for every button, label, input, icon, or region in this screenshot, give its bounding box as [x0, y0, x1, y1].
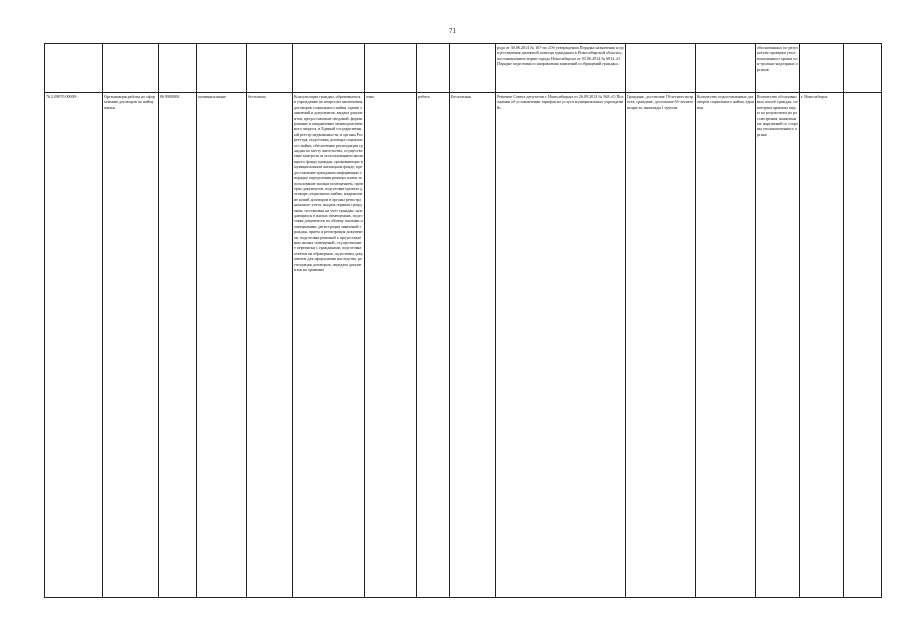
table-cell: Граждане, достигшие 18-летнего возраста, граждане, достигшие 65-летнего возраста, инвалиды I группы: [626, 93, 696, 598]
table-cell: Количество подготовленных договоров социального найма, единица: [696, 93, 756, 598]
table-cell: 76.2.09070.00000-: [45, 93, 103, 598]
table-cell: Бесплатная: [450, 93, 496, 598]
table-cell: [417, 44, 450, 93]
table-cell: Количество обоснованных жалоб граждан, по которым приняты меры по результатам их рассмотрения, выявленных нарушений со стороны уполномоченного органа: [756, 93, 800, 598]
table-cell: [800, 44, 844, 93]
table-cell: [844, 93, 882, 598]
table-cell: [844, 44, 882, 93]
table-cell: [197, 44, 247, 93]
table-cell: [159, 44, 197, 93]
table-cell: бесплатно: [247, 93, 293, 598]
table-cell: 86.9900000: [159, 93, 197, 598]
table-row: [45, 93, 882, 598]
table-cell: [365, 44, 417, 93]
table-cell: Организация работы по оформлению договоров по найму жилья: [103, 93, 159, 598]
table-cell: очно: [365, 93, 417, 598]
table-cell: работа: [417, 93, 450, 598]
table-cell: [103, 44, 159, 93]
page-number: 71: [449, 27, 456, 35]
table-cell: [293, 44, 365, 93]
table-cell: муниципальные: [197, 93, 247, 598]
table-cell: г. Новосибирск: [800, 93, 844, 598]
table-cell: [247, 44, 293, 93]
table-row: [45, 44, 882, 93]
table-cell: обоснованных по результатам проверки упол-номоченного органа пон-трольно-надзорных органов: [756, 44, 800, 93]
services-table: [44, 43, 882, 598]
table-cell: [450, 44, 496, 93]
table-cell: рода от 30.06.2014 № 167-па «Об утверждении Порядка назначения и предоставления денежной помощи гражданам в Новосибирской области», постановлением мэрии города Новосибирска от 03.06.2014 № 6814 «О Порядке подготовки и направления заявлений и обращений граждан»: [496, 44, 626, 93]
table-cell: Консультация граждан, обратившихся в учреждение по вопросам заключения договоров социального найма, прием заявлений и документов, выдача документов, предоставление сведений, формирование и направление межведомственного запроса, в Единый государственный реестр недвижимости, в органы Росреестра, подготовка договора социального найма, обеспечение регистрации граждан по месту жительства, осуществление контроля за использованием жилищного фонда граждан, проживающих в муниципальном жилищном фонде, предоставление гражданам информации о порядке определения размера платы за пользование жилым помещением, проверка документов, подготовка проекта договора социального найма, направление копий договоров в органы регистрационного учета, выдача справок гражданам, постановка на учет граждан, нуждающихся в жилых помещениях, подготовка документов по обмену жилыми помещениями, регистрация заявлений граждан, прием и регистрация документов, подготовка решений о предоставлении жилых помещений, осуществление переписки с гражданами, подготовка ответов на обращения, подготовка документов для оформления наследства, регистрация договоров, передача документов на хранение: [293, 93, 365, 598]
table-cell: Решение Совета депутатов г. Новосибирска от 26.09.2012 № 568 «О Положении об установлении тарифов на услуги муниципальных учреждений»: [496, 93, 626, 598]
table-cell: [45, 44, 103, 93]
table-cell: [626, 44, 696, 93]
table-cell: [696, 44, 756, 93]
